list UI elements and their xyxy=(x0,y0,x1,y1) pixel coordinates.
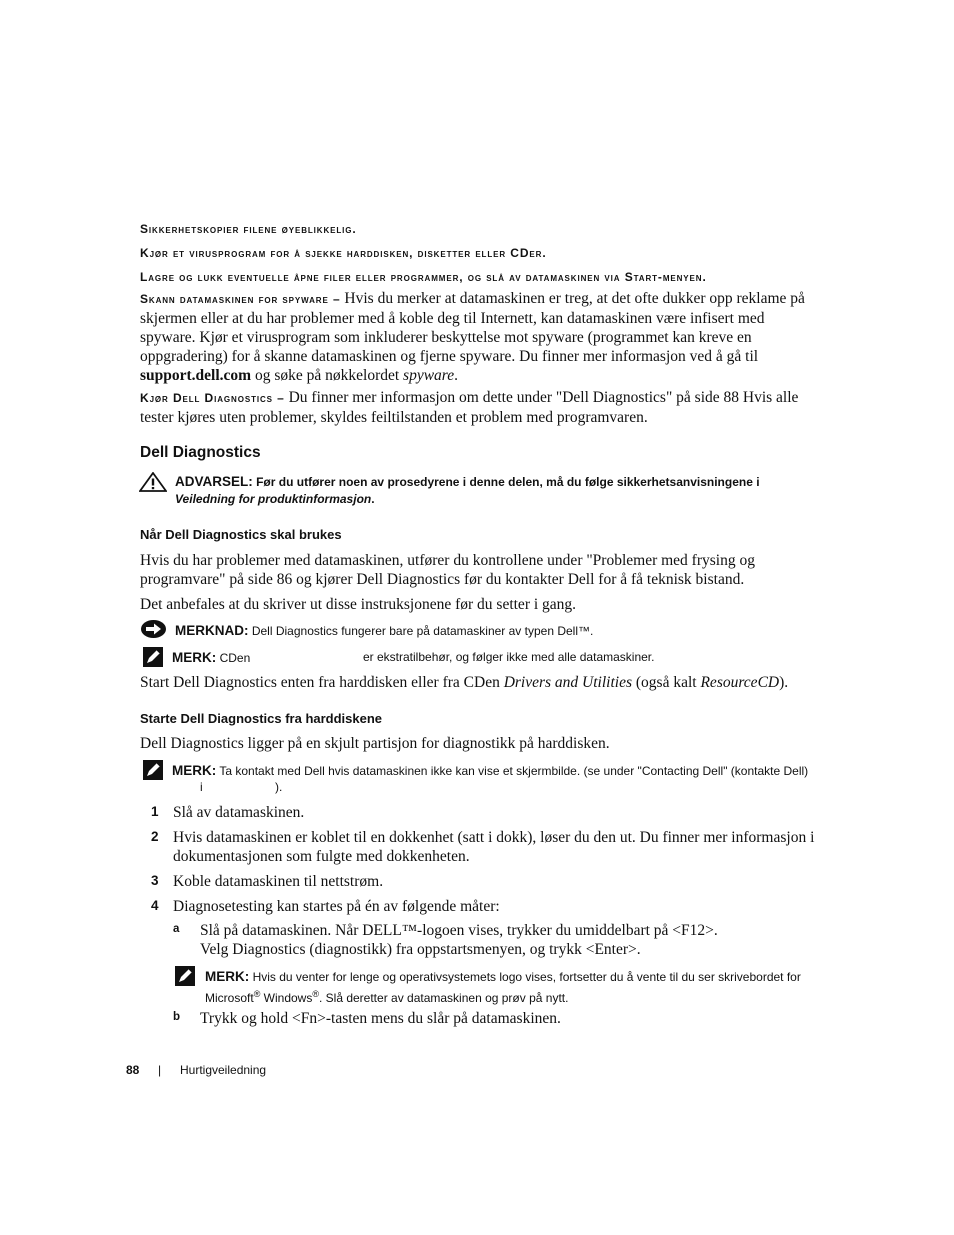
step-number: 4 xyxy=(151,898,159,913)
note-contact-end: ). xyxy=(275,780,283,794)
note-contact-i: i xyxy=(200,780,203,794)
warning-note xyxy=(175,473,817,508)
note-contact-text: Ta kontakt med Dell hvis datamaskinen ikke kan vise et skjermbilde. (se under "Contacting Dell" (kontakte Dell) xyxy=(216,764,809,778)
notice-icon xyxy=(140,619,167,639)
step-text: Slå av datamaskinen. xyxy=(173,804,305,821)
note-label: MERK: xyxy=(205,969,250,984)
footer-separator: | xyxy=(158,1063,162,1077)
note-icon xyxy=(175,966,195,986)
step-number: 2 xyxy=(151,829,159,844)
run-diagnostics-text: Du finner mer informasjon om dette under "Dell Diagnostics" på side 88 Hvis alle tester kjøres uten problemer, skyldes feiltilstanden et problem med programvaren. xyxy=(140,389,799,426)
spyware-lead: Skann datamaskinen for spyware – xyxy=(140,292,341,306)
note-icon xyxy=(143,760,163,780)
warning-end: . xyxy=(371,492,375,506)
run-diagnostics-paragraph xyxy=(140,388,816,427)
subheading-start-from-hdd: Starte Dell Diagnostics fra harddiskene xyxy=(140,711,383,726)
paragraph-start-options xyxy=(140,673,830,692)
note-wait-text-3: . Slå deretter av datamaskinen og prøv på nytt. xyxy=(318,991,569,1005)
substep-a-line-1: Slå på datamaskinen. Når DELL™-logoen vises, trykker du umiddelbart på <F12>. xyxy=(200,922,718,939)
substep-letter: a xyxy=(173,923,180,935)
run-diagnostics-lead: Kjør Dell Diagnostics – xyxy=(140,391,285,405)
registered-mark: ® xyxy=(253,989,261,999)
resource-cd-ref: ResourceCD xyxy=(700,674,780,691)
note-contact-line2 xyxy=(200,779,283,796)
notice-text: Dell Diagnostics fungerer bare på datamaskiner av typen Dell™. xyxy=(248,624,594,638)
start-options-text-1: Start Dell Diagnostics enten fra harddisken eller fra CDen xyxy=(140,674,504,691)
spyware-text-1: Hvis du merker at datamaskinen er treg, at det ofte dukker opp reklame på skjermen eller at du har problemer med å koble deg til Internett, kan datamaskinen være infisert med spyware. Kjør et virusprogram som inkluderer beskyttelse mot spyware (programmet kan kreve en oppgradering) for å skanne datamaskinen og fjerne spyware. Du finner mer informasjon ved å gå til xyxy=(140,290,805,365)
paragraph-print-instructions: Det anbefales at du skriver ut disse instruksjonene før du setter i gang. xyxy=(140,596,577,613)
drivers-utilities-ref: Drivers and Utilities xyxy=(503,674,633,691)
warning-text: Før du utfører noen av prosedyrene i denne delen, må du følge sikkerhetsanvisningene i xyxy=(252,475,760,489)
subheading-when-to-use: Når Dell Diagnostics skal brukes xyxy=(140,527,342,542)
note-wait-text-2: Windows xyxy=(260,991,313,1005)
tip-save: Lagre og lukk eventuelle åpne filer eller programmer, og slå av datamaskinen via Start-menyen. xyxy=(140,270,707,284)
spyware-paragraph xyxy=(140,289,816,385)
note-wait-text-1: Hvis du venter for lenge og operativsystemets logo vises, fortsetter du å vente til du ser skrivebordet for Microsoft xyxy=(205,970,801,1005)
start-options-text-3: ). xyxy=(779,674,789,691)
warning-ref: Veiledning for produktinformasjon xyxy=(175,492,372,506)
tip-virus: Kjør et virusprogram for å sjekke harddisken, disketter eller CDer. xyxy=(140,246,547,260)
step-text: Koble datamaskinen til nettstrøm. xyxy=(173,873,384,890)
start-options-text-2: (også kalt xyxy=(632,674,701,691)
note-text-rest: er ekstratilbehør, og følger ikke med alle datamaskiner. xyxy=(363,650,655,664)
notice-note xyxy=(175,622,815,640)
substep-a-line-2: Velg Diagnostics (diagnostikk) fra oppstartsmenyen, og trykk <Enter>. xyxy=(200,941,641,958)
substep-text: Trykk og hold <Fn>-tasten mens du slår på datamaskinen. xyxy=(200,1010,561,1027)
note-cd-optional xyxy=(172,649,832,667)
spyware-text-2: og søke på nøkkelordet xyxy=(251,367,404,384)
warning-label: ADVARSEL: xyxy=(175,474,253,489)
note-label: MERK: xyxy=(172,763,217,778)
section-title: Dell Diagnostics xyxy=(140,444,261,461)
spyware-keyword: spyware xyxy=(403,367,455,384)
note-wait-desktop xyxy=(205,968,817,1007)
footer-title: Hurtigveiledning xyxy=(180,1063,267,1077)
step-text: Hvis datamaskinen er koblet til en dokkenhet (satt i dokk), løser du den ut. Du finner mer informasjon i dokumentasjonen som fulgte med dokkenheten. xyxy=(173,829,815,865)
notice-label: MERKNAD: xyxy=(175,623,249,638)
warning-icon xyxy=(139,472,167,492)
paragraph-hidden-partition: Dell Diagnostics ligger på en skjult partisjon for diagnostikk på harddisken. xyxy=(140,735,610,752)
note-label: MERK: xyxy=(172,650,217,665)
registered-mark: ® xyxy=(312,989,319,999)
note-contact-dell xyxy=(172,762,817,780)
step-number: 3 xyxy=(151,873,159,888)
page-number: 88 xyxy=(126,1063,140,1077)
note-text-cd: CDen xyxy=(216,651,251,665)
step-text: Diagnosetesting kan startes på én av følgende måter: xyxy=(173,898,500,915)
step-number: 1 xyxy=(151,804,159,819)
tip-backup: Sikkerhetskopier filene øyeblikkelig. xyxy=(140,222,357,236)
substep-text xyxy=(200,921,818,959)
support-link[interactable]: support.dell.com xyxy=(140,367,252,384)
substep-letter: b xyxy=(173,1011,181,1023)
spyware-end: . xyxy=(454,367,459,384)
note-icon xyxy=(143,647,163,667)
paragraph-troubleshoot: Hvis du har problemer med datamaskinen, utfører du kontrollene under "Problemer med frysing og programvare" på side 86 og kjører Dell Diagnostics før du kontakter Dell for å få teknisk bistand. xyxy=(140,552,755,588)
